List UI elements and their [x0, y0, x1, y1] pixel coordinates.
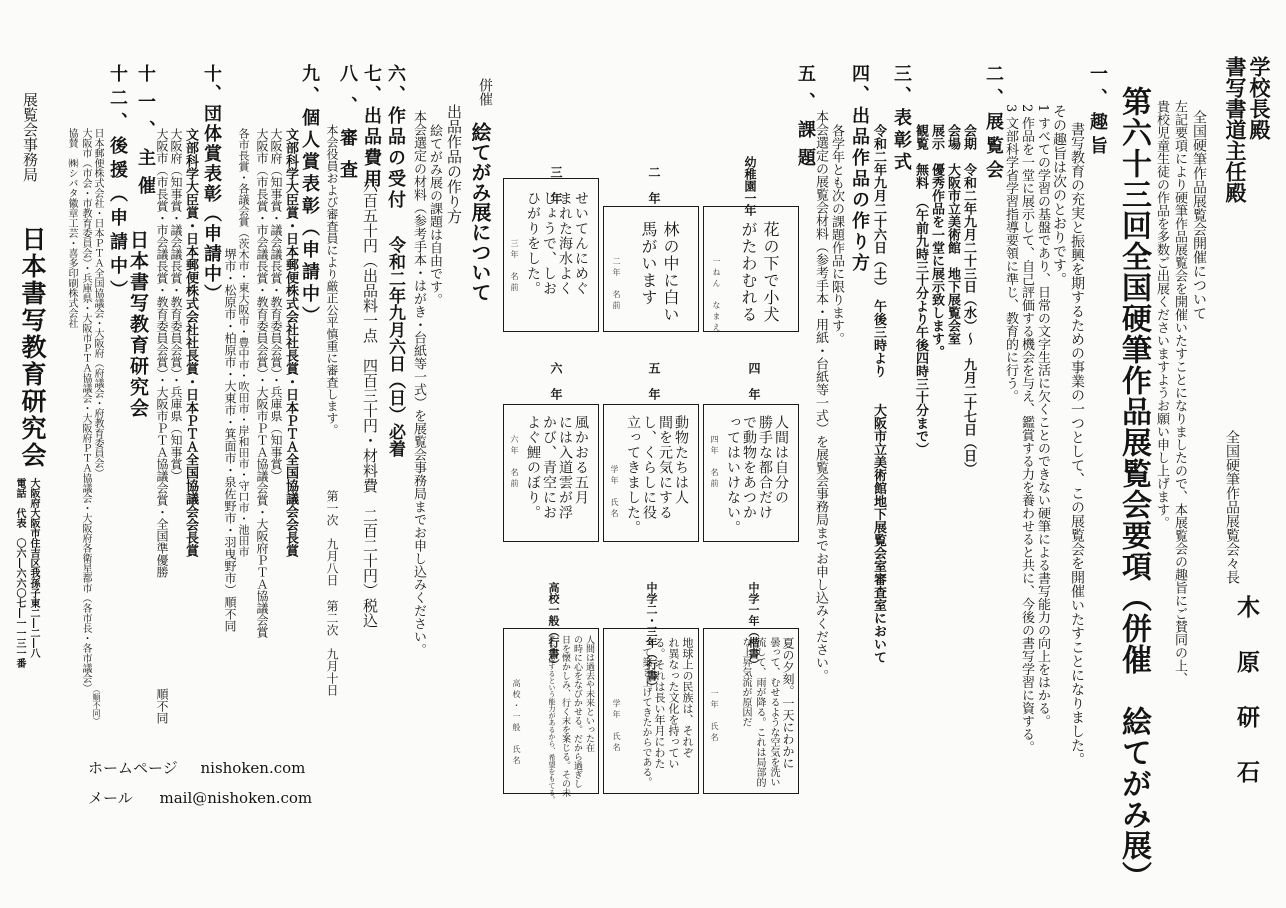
section-2-heading: 二、展覧会 [983, 64, 1004, 184]
section-10-award: 文部科学大臣賞・日本郵便株式会社社長賞・日本ＰＴＡ全国協議会会長賞 [183, 128, 198, 557]
section-9-line3: 各市長賞・各議会賞（茨木市・東大阪市・豊中市・吹田市・岸和田市・守口市・池田市 [237, 128, 250, 557]
subject-5-line4: 立ってきました。 [625, 415, 641, 535]
subject-9-line1: 人間は過去や未来といった在 [584, 635, 594, 752]
section-12-order: （順不同） [92, 685, 101, 725]
section-9-line1: 大阪府（知事賞・議会議長賞・教育委員会賞）・兵庫県（知事賞） [269, 128, 283, 482]
cover-letter-line2: 左記要項により硬筆作品展覧会を開催いたすことになりましたので、本展覧会の趣旨にご賛同の上、 [1172, 100, 1187, 685]
subject-grade-1: 幼稚園一年 [743, 156, 757, 216]
section-2-display: 展示 優秀作品を一堂に展示致します。 [929, 124, 944, 358]
subject-1-line2: がたわむれる [739, 221, 758, 323]
section-9-heading: 九、個人賞表彰（申請中） [299, 64, 320, 328]
section-1-line1: 書写教育の充実と振興を期するための事業の一つとして、この展覧会を開催いたすことになりました。 [1069, 122, 1085, 766]
section-6-line: 令和二年九月六日（日）必着 [385, 236, 405, 457]
cover-letter-title: 全国硬筆作品展覧会開催について [1191, 110, 1207, 320]
homepage-link[interactable]: nishoken.com [200, 759, 306, 777]
subject-6-line4: よぐ鯉のぼり。 [525, 415, 541, 520]
section-1-heading: 一、趣旨 [1087, 64, 1108, 160]
recipient-teacher: 書写書道主任殿 [1223, 56, 1248, 203]
section-8-second: 第二次 九月十日 [325, 600, 339, 696]
subject-box-1 [703, 206, 799, 332]
subject-6-line1: 風かおる五月 [573, 415, 589, 505]
subject-7-line2: 曇って、むせるような空気を洗い [768, 637, 779, 787]
section-11-heading: 十一、主催 [135, 64, 156, 204]
subject-8-line4: って築き上げてきたからである。 [640, 637, 651, 787]
subject-grade-6: 六年 [549, 362, 563, 414]
subject-grade-3: 三年 [549, 166, 563, 218]
section-10-heading: 十、団体賞表彰（申請中） [201, 64, 222, 304]
office-org: 日本書写教育研究会 [18, 226, 47, 469]
subject-3-line1: せいてんにめぐ [573, 191, 589, 296]
section-10-line2: 大阪市（市長賞・市会議長賞・教育委員会賞）・大阪市ＰＴＡ協議会賞・全国準優勝 [155, 128, 169, 578]
subject-4-line4: ってはいけない。 [725, 415, 741, 535]
subject-4-foot: 四年 名前 [710, 435, 719, 490]
section-4-line2: 本会選定の展覧会材料（参考手本・用紙・台紙等一式）を展覧会事務局までお申し込みください。 [813, 110, 828, 682]
subject-4-line2: 勝手な都合だけ [757, 415, 773, 520]
page-title: 第六十三回全国硬筆作品展覧会要項（併催 絵てがみ展） [1116, 86, 1151, 892]
side-exhibition-line1: 絵てがみ展の課題は自由です。 [427, 124, 442, 306]
subject-1-foot: 一ねん なまえ [712, 257, 721, 334]
subject-box-8 [603, 628, 699, 794]
subject-2-line1: 林の中に白い [661, 221, 680, 323]
subject-7-line4: な上昇気流が原因だ [740, 637, 751, 727]
section-8-first: 第一次 九月八日 [325, 490, 339, 586]
subject-6-line2: には入道雲が浮 [557, 415, 573, 520]
subject-grade-2: 二年 [647, 166, 661, 218]
subject-7-line3: 流して、雨が降る。これは局部的 [754, 637, 765, 787]
subject-1-line1: 花の下で小犬 [761, 221, 780, 323]
subject-2-line2: 馬がいます [639, 221, 658, 306]
subject-9-foot: 高校・一般 氏名 [512, 679, 521, 767]
section-12-line1: 日本郵便株式会社・日本ＰＴＡ全国協議会・大阪府（府議会・府教育委員会） [92, 128, 103, 478]
subject-4-line1: 人間は自分の [773, 415, 789, 505]
subject-6-foot: 六年 名前 [510, 435, 519, 490]
section-4-line1: 各学年とも次の課題作品に限ります。 [829, 124, 844, 345]
mail-link[interactable]: mail@nishoken.com [159, 789, 313, 807]
subject-4-line3: で動物をあつか [741, 415, 757, 520]
section-10-order: 順不同 [155, 688, 169, 724]
section-3-heading: 三、表彰式 [891, 64, 912, 174]
side-exhibition-label: 併催 [477, 78, 493, 106]
section-3-line: 令和二年九月二十六日（土） 午後三時より 大阪市立美術館地下展覧会室審査室において [871, 124, 886, 664]
subject-box-3 [503, 178, 599, 332]
cover-letter-line3: 貴校児童生徒の作品を多数ご出展くださいますようお願い申し上げます。 [1154, 100, 1169, 529]
subject-5-line3: し、くらしに役 [641, 415, 657, 520]
subject-9-line4: 来を想像するという能力があるから、希望をもてる。 [548, 635, 556, 803]
subject-grade-5: 五年 [647, 362, 661, 414]
subject-8-line2: れ異なった文化を持ってい [667, 637, 680, 769]
subject-box-7 [703, 628, 799, 794]
sender-name: 木原研石 [1233, 595, 1260, 815]
section-5-heading: 五、課題 [795, 64, 816, 176]
subject-grade-8: 中学二・三年（行書） [645, 582, 658, 692]
side-exhibition-line2: 本会選定の材料（参考手本・はがき・台紙等一式）を展覧会事務局までお申し込みください。 [411, 110, 426, 656]
side-exhibition-heading: 出品作品の作り方 [445, 104, 463, 224]
section-4-heading: 四、出品作品の作り方 [849, 64, 870, 274]
homepage-label: ホームページ [88, 759, 178, 777]
mail-row [88, 787, 312, 808]
section-8-heading: 八、審査 [337, 64, 358, 192]
section-11-line: 日本書写教育研究会 [127, 230, 149, 419]
section-2-viewing: 観覧 無料 （午前九時三十分より午後四時三十分まで） [913, 124, 928, 456]
subject-box-4 [703, 404, 799, 542]
subject-3-line2: まれた海水よく [557, 191, 573, 296]
subject-9-line2: の時に心をなびかせる。だから過ぎし [572, 635, 582, 788]
side-exhibition-title: 絵てがみ展について [468, 122, 492, 302]
office-label: 展覧会事務局 [21, 92, 39, 182]
section-9-line4: 堺市・松原市・柏原市・大東市・箕面市・泉佐野市・羽曳野市）順不同 [223, 248, 237, 632]
office-address: 大阪府大阪市住吉区我孫子東二―二―八 [28, 478, 39, 658]
section-1-item3: 3 文部科学省学習指導要領に準じ、教育的に行う。 [1003, 104, 1018, 403]
section-2-venue: 会場 大阪市立美術館 地下展覧会室 [945, 124, 960, 345]
office-phone: 電話 代表 〇六―六六〇七―一一三一番 [14, 478, 25, 668]
section-9-award: 文部科学大臣賞・日本郵便株式会社社長賞・日本ＰＴＡ全国協議会会長賞 [283, 128, 298, 557]
subject-3-foot: 三年 名前 [510, 239, 519, 294]
subject-box-6 [503, 404, 599, 542]
section-1-item2: 2 作品を一堂に展示して、自己評価する機会を与え、鑑賞する力を養わせると共に、今後の書写学習に資する。 [1019, 104, 1034, 754]
section-8-line: 本会役員および審査員により厳正公平慎重に審査します。 [325, 124, 339, 436]
section-6-heading: 六、作品の受付 [385, 64, 406, 211]
section-7-heading: 七、出品費用 [361, 64, 382, 190]
subject-8-line3: る。それは長い年月にわた [653, 637, 666, 769]
section-2-period: 会期 令和二年九月二十三日（水）〜 九月二十七日（日） [961, 124, 976, 475]
subject-7-foot: 一年 氏名 [710, 689, 719, 744]
subject-7-line1: 夏の夕刻。一天にわかに [781, 637, 795, 769]
subject-box-2 [603, 206, 699, 332]
section-7-line: 六百五十円（出品料一点 四百三十円・材料費 二百二十円）税込 [361, 178, 379, 628]
section-9-line2: 大阪市（市長賞・市会議長賞・教育委員会賞）・大阪市ＰＴＡ協議会賞・大阪府ＰＴＡ協議会賞 [255, 128, 269, 638]
subject-6-line3: かび、青空にお [541, 415, 557, 520]
section-1-item1: 1 すべての学習の基盤であり、日常の文字生活に欠くことのできない硬筆による書写能力の向上をはかる。 [1035, 104, 1050, 728]
subject-5-foot: 学年 氏名 [610, 465, 619, 520]
subject-grade-4: 四年 [747, 362, 761, 414]
sender-org: 全国硬筆作品展覧会々長 [1224, 430, 1240, 584]
subject-8-foot: 学年 氏名 [612, 699, 621, 754]
subject-grade-7: 中学一年（楷書） [747, 582, 760, 670]
section-10-line1: 大阪府（知事賞・議会議長賞・教育委員会賞）・兵庫県（知事賞） [169, 128, 183, 482]
subject-2-foot: 二年 名前 [612, 257, 621, 312]
subject-box-5 [603, 404, 699, 542]
subject-5-line1: 動物たちは人 [673, 415, 689, 505]
subject-5-line2: 間を元気にする [657, 415, 673, 520]
recipient-principal: 学校長殿 [1247, 56, 1272, 140]
subject-3-line4: ひがりをした。 [525, 191, 541, 296]
section-1-line2: その趣旨は次のとおりです。 [1051, 104, 1067, 286]
mail-label: メール [88, 789, 133, 807]
section-12-line2: 大阪市（市会・市教育委員会）・兵庫県・大阪市ＰＴＡ協議会・大阪府ＰＴＡ協議会・大阪府各衛星都市（各市長・各市議会） [80, 128, 91, 693]
subject-9-line3: 日を懐かしみ、行く末を案じる。その未 [560, 635, 570, 797]
subject-8-line1: 地球上の民族は、それぞ [681, 637, 694, 758]
subject-grade-9: 高校一般（行書） [547, 582, 560, 670]
homepage-row [88, 757, 305, 778]
subject-3-line3: じょうで、しお [541, 191, 557, 296]
subject-box-9 [503, 628, 599, 803]
section-12-heading: 十二、後援（申請中） [107, 64, 128, 304]
section-12-support: 協賛 ㈱シバタ徽章工芸・喜多印刷株式会社 [66, 128, 77, 328]
